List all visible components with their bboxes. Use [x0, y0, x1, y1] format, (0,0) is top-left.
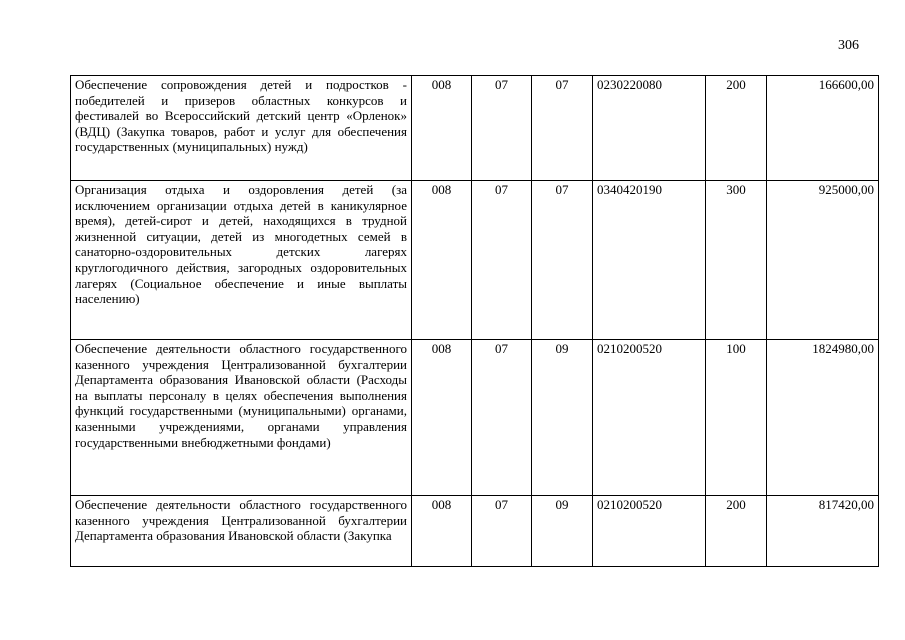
- section-code: 07: [472, 340, 532, 496]
- table-row: [71, 76, 879, 181]
- target-article-code: 0210200520: [593, 340, 706, 496]
- section-code: 07: [472, 496, 532, 567]
- ministry-code: 008: [412, 76, 472, 181]
- subsection-code: 09: [532, 340, 593, 496]
- expense-type-code: 300: [706, 181, 767, 340]
- budget-table: [70, 75, 879, 567]
- expense-type-code: 200: [706, 496, 767, 567]
- target-article-code: 0340420190: [593, 181, 706, 340]
- table-row: [71, 496, 879, 567]
- expense-type-code: 100: [706, 340, 767, 496]
- expense-type-code: 200: [706, 76, 767, 181]
- target-article-code: 0210200520: [593, 496, 706, 567]
- subsection-code: 07: [532, 181, 593, 340]
- ministry-code: 008: [412, 181, 472, 340]
- section-code: 07: [472, 76, 532, 181]
- amount-value: 925000,00: [767, 181, 879, 340]
- ministry-code: 008: [412, 340, 472, 496]
- row-description: Обеспечение деятельности областного государственного казенного учреждения Централизованной бухгалтерии Департамента образования Ивановской области (Закупка: [71, 496, 412, 567]
- amount-value: 166600,00: [767, 76, 879, 181]
- subsection-code: 07: [532, 76, 593, 181]
- table-row: [71, 340, 879, 496]
- row-description: Организация отдыха и оздоровления детей (за исключением организации отдыха детей в каникулярное время), детей-сирот и детей, находящихся в трудной жизненной ситуации, детей из многодетных семей в санаторно-оздоровительных детских лагерях круглогодичного действия, загородных оздоровительных лагерях (Социальное обеспечение и иные выплаты населению): [71, 181, 412, 340]
- ministry-code: 008: [412, 496, 472, 567]
- row-description: Обеспечение сопровождения детей и подростков - победителей и призеров областных конкурсов и фестивалей во Всероссийский детский центр «Орленок» (ВДЦ) (Закупка товаров, работ и услуг для обеспечения государственных (муниципальных) нужд): [71, 76, 412, 181]
- subsection-code: 09: [532, 496, 593, 567]
- row-description: Обеспечение деятельности областного государственного казенного учреждения Централизованной бухгалтерии Департамента образования Ивановской области (Расходы на выплаты персоналу в целях обеспечения выполнения функций государственными (муниципальными) органами, казенными учреждениями, органами управления государственными внебюджетными фондами): [71, 340, 412, 496]
- page-number: 306: [838, 38, 859, 53]
- amount-value: 1824980,00: [767, 340, 879, 496]
- amount-value: 817420,00: [767, 496, 879, 567]
- target-article-code: 0230220080: [593, 76, 706, 181]
- table-row: [71, 181, 879, 340]
- section-code: 07: [472, 181, 532, 340]
